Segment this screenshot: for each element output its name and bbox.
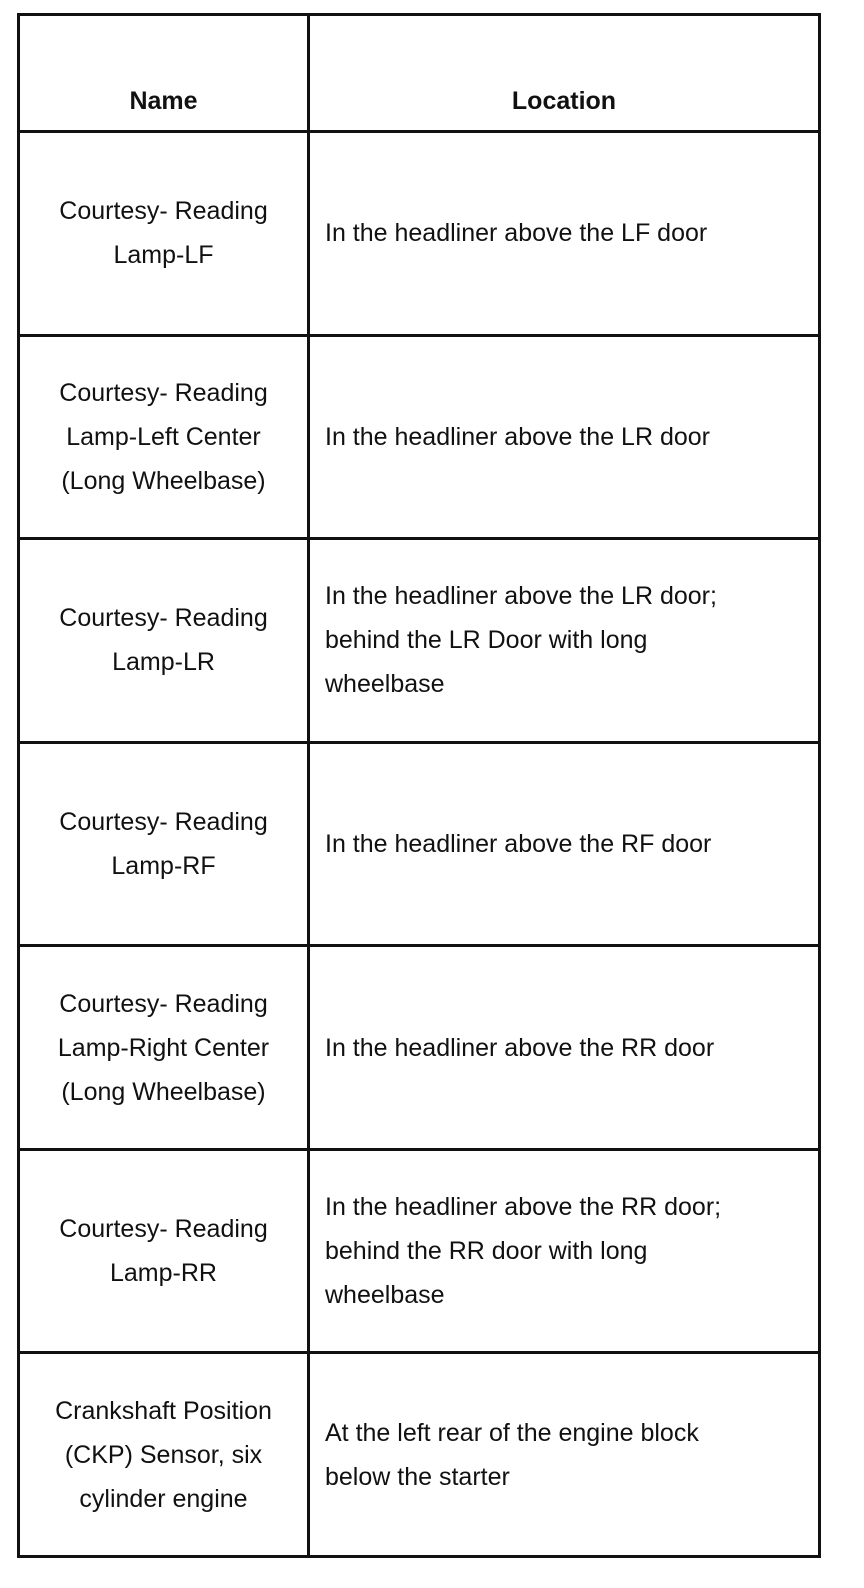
cell-name-line: Lamp-RF	[111, 851, 216, 880]
cell-location-line: In the headliner above the LR door;	[325, 582, 717, 611]
cell-location-line: At the left rear of the engine block	[325, 1418, 699, 1447]
cell-name-line: Lamp-LR	[112, 648, 215, 677]
cell-location	[309, 742, 820, 946]
cell-name-line: Crankshaft Position	[55, 1396, 272, 1425]
cell-name	[19, 132, 309, 336]
component-location-table-container	[17, 13, 818, 1558]
cell-location	[309, 1149, 820, 1353]
cell-name-line: Courtesy- Reading	[59, 807, 268, 836]
cell-name-line: (Long Wheelbase)	[61, 466, 266, 495]
column-header-location: Location	[309, 15, 820, 132]
table-row	[19, 539, 820, 743]
cell-name-line: Lamp-Left Center	[66, 422, 261, 451]
table-body	[19, 132, 820, 1557]
cell-name-line: Courtesy- Reading	[59, 989, 268, 1018]
cell-location	[309, 539, 820, 743]
table-row	[19, 1149, 820, 1353]
cell-location-line: In the headliner above the RR door	[325, 1033, 715, 1062]
column-header-name: Name	[19, 15, 309, 132]
cell-name-line: Courtesy- Reading	[59, 604, 268, 633]
cell-location	[309, 335, 820, 539]
table-row	[19, 132, 820, 336]
cell-name-line: Lamp-RR	[110, 1259, 217, 1288]
cell-name-line: (CKP) Sensor, six	[64, 1440, 263, 1469]
cell-name	[19, 539, 309, 743]
cell-name	[19, 742, 309, 946]
cell-name	[19, 1353, 309, 1557]
cell-location-line: behind the LR Door with long	[325, 626, 648, 655]
table-row	[19, 335, 820, 539]
cell-name	[19, 335, 309, 539]
cell-location-line: wheelbase	[325, 1281, 445, 1310]
cell-name-line: (Long Wheelbase)	[61, 1077, 266, 1106]
cell-name-line: Lamp-Right Center	[57, 1033, 270, 1062]
cell-location	[309, 946, 820, 1150]
cell-name	[19, 946, 309, 1150]
cell-location-line: below the starter	[325, 1462, 510, 1491]
table-row	[19, 946, 820, 1150]
cell-location-line: In the headliner above the RR door;	[325, 1193, 722, 1222]
cell-location-line: wheelbase	[325, 670, 445, 699]
table-row	[19, 1353, 820, 1557]
cell-name-line: Courtesy- Reading	[59, 1215, 268, 1244]
cell-name-line: cylinder engine	[79, 1484, 248, 1513]
table-row	[19, 742, 820, 946]
cell-location-line: In the headliner above the LR door	[325, 422, 710, 451]
component-location-table	[17, 13, 821, 1558]
cell-name-line: Courtesy- Reading	[59, 197, 268, 226]
cell-name-line: Lamp-LF	[113, 241, 214, 270]
table-header-row	[19, 15, 820, 132]
cell-location-line: In the headliner above the RF door	[325, 829, 712, 858]
cell-name-line: Courtesy- Reading	[59, 378, 268, 407]
cell-location	[309, 132, 820, 336]
cell-name	[19, 1149, 309, 1353]
cell-location	[309, 1353, 820, 1557]
cell-location-line: In the headliner above the LF door	[325, 219, 708, 248]
cell-location-line: behind the RR door with long	[325, 1237, 648, 1266]
